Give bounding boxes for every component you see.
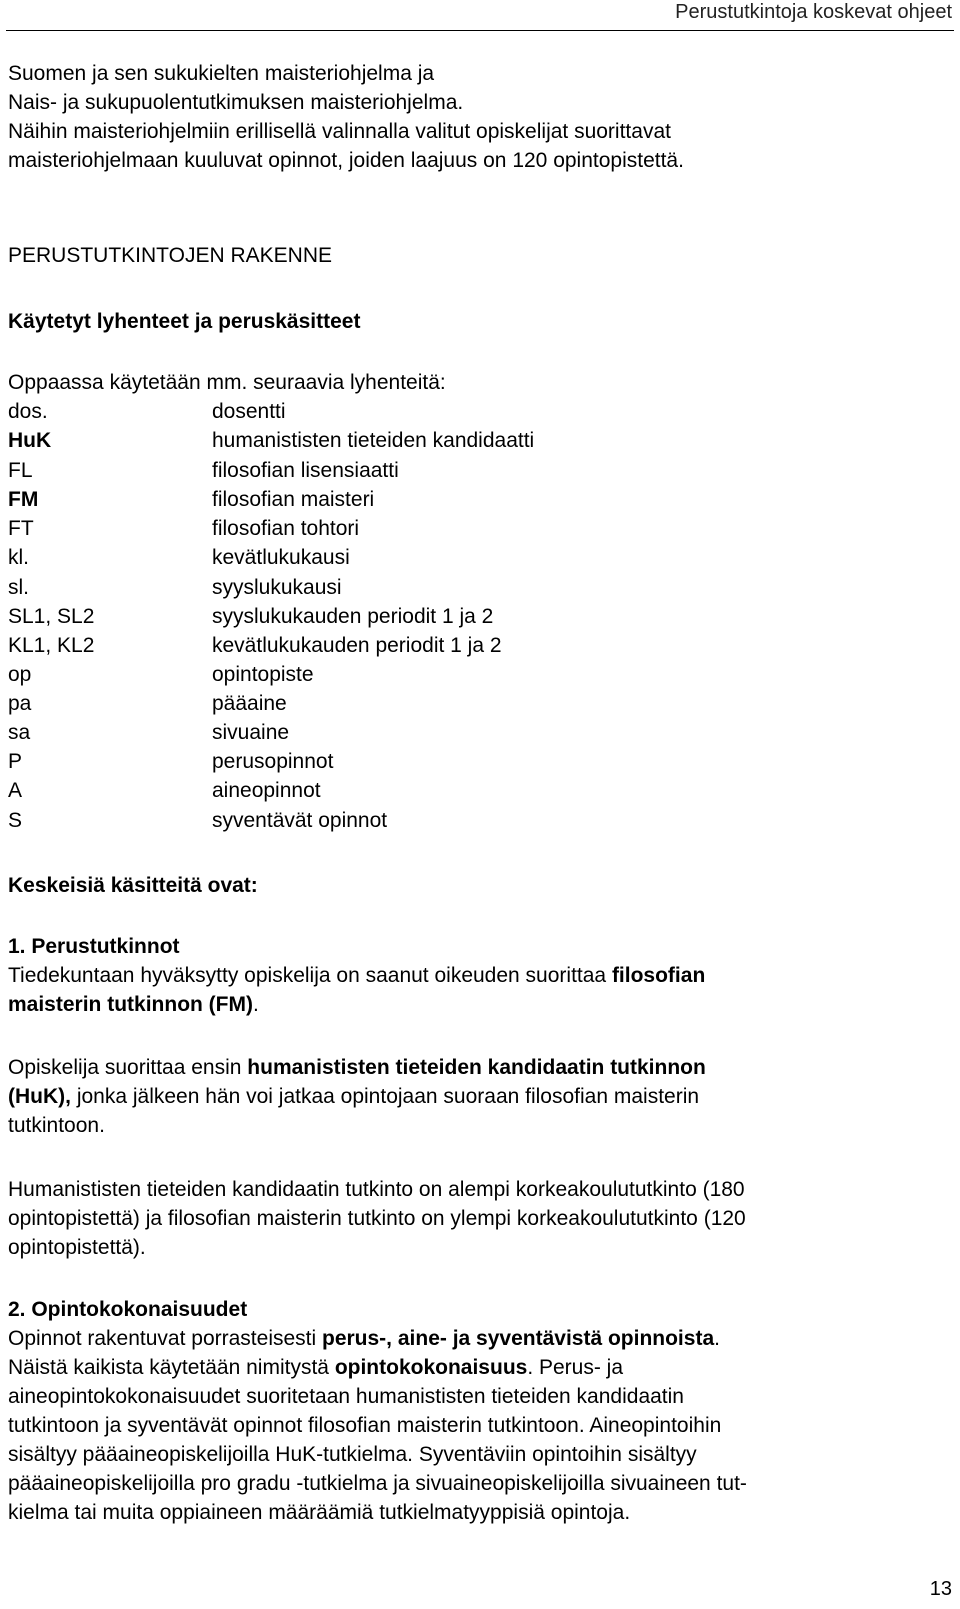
abbreviation-row <box>8 458 399 484</box>
concept-2-heading: 2. Opintokokonaisuudet <box>8 1298 248 1321</box>
intro-line-1: Suomen ja sen sukukielten maisteriohjelma ja <box>8 62 435 85</box>
emphasis-text: perus-, aine- ja syventävistä opinnoista <box>322 1327 715 1350</box>
abbreviation-term: KL1, KL2 <box>8 634 95 657</box>
abbreviation-meaning: syyslukukausi <box>212 576 342 599</box>
abbreviation-meaning: opintopiste <box>212 663 314 686</box>
text-run: . <box>714 1327 720 1350</box>
abbreviation-term: S <box>8 809 23 832</box>
text-run: jonka jälkeen hän voi jatkaa opintojaan suoraan filosofian maisterin <box>70 1085 700 1108</box>
text-run: Näistä kaikista käytetään nimitystä <box>8 1356 335 1379</box>
abbreviation-row <box>8 808 387 834</box>
header-rule <box>6 30 954 31</box>
abbreviation-term: A <box>8 779 23 802</box>
abbreviation-row <box>8 487 374 513</box>
concept-1-paragraph-1-line-1 <box>8 963 705 989</box>
abbreviation-term: FM <box>8 488 39 511</box>
concept-2-line-6: pääaineopiskelijoilla pro gradu -tutkielma ja sivuaineopiskelijoilla sivuaineen tut- <box>8 1472 747 1495</box>
abbreviation-term: sl. <box>8 576 29 599</box>
concepts-title: Keskeisiä käsitteitä ovat: <box>8 874 258 897</box>
abbreviation-meaning: kevätlukukauden periodit 1 ja 2 <box>212 634 502 657</box>
abbreviation-row <box>8 749 333 775</box>
abbreviation-term: FT <box>8 517 34 540</box>
abbreviation-row <box>8 662 314 688</box>
concept-2-line-3: aineopintokokonaisuudet suoritetaan humanististen tieteiden kandidaatin <box>8 1385 684 1408</box>
abbreviation-term: P <box>8 750 23 773</box>
concept-2-line-5: sisältyy pääaineopiskelijoilla HuK-tutkielma. Syventäviin opintoihin sisältyy <box>8 1443 697 1466</box>
emphasis-text: filosofian <box>611 964 706 987</box>
abbreviation-meaning: dosentti <box>212 400 286 423</box>
abbreviations-title: Käytetyt lyhenteet ja peruskäsitteet <box>8 310 361 333</box>
running-header: Perustutkintoja koskevat ohjeet <box>675 1 952 23</box>
abbreviation-meaning: perusopinnot <box>212 750 334 773</box>
abbreviation-term: op <box>8 663 32 686</box>
abbreviation-row <box>8 778 321 804</box>
abbreviation-meaning: filosofian lisensiaatti <box>212 459 399 482</box>
abbreviation-term: pa <box>8 692 32 715</box>
abbreviation-meaning: kevätlukukausi <box>212 546 350 569</box>
emphasis-text: humanististen tieteiden kandidaatin tutkinnon <box>247 1056 706 1079</box>
section-title: PERUSTUTKINTOJEN RAKENNE <box>8 244 332 267</box>
abbreviation-meaning: aineopinnot <box>212 779 321 802</box>
concept-2-line-2 <box>8 1355 623 1381</box>
emphasis-text: maisterin tutkinnon (FM) <box>8 993 253 1016</box>
abbreviation-meaning: syyslukukauden periodit 1 ja 2 <box>212 605 494 628</box>
concept-2-line-1 <box>8 1326 720 1352</box>
abbreviation-term: sa <box>8 721 31 744</box>
intro-line-3: Näihin maisteriohjelmiin erillisellä valinnalla valitut opiskelijat suorittavat <box>8 120 671 143</box>
page-number: 13 <box>929 1578 952 1600</box>
abbreviation-row <box>8 428 534 454</box>
abbreviation-meaning: filosofian tohtori <box>212 517 360 540</box>
intro-line-2: Nais- ja sukupuolentutkimuksen maisteriohjelma. <box>8 91 464 114</box>
abbreviation-row <box>8 604 493 630</box>
concept-2-line-4: tutkintoon ja syventävät opinnot filosofian maisterin tutkintoon. Aineopintoihin <box>8 1414 722 1437</box>
abbreviation-row <box>8 633 502 659</box>
abbreviation-meaning: sivuaine <box>212 721 290 744</box>
abbreviation-row <box>8 720 289 746</box>
abbreviation-meaning: humanististen tieteiden kandidaatti <box>212 429 535 452</box>
text-run: . <box>253 993 259 1016</box>
abbreviation-row <box>8 545 350 571</box>
emphasis-text: opintokokonaisuus <box>334 1356 528 1379</box>
text-run: . Perus- ja <box>527 1356 624 1379</box>
abbreviation-term: kl. <box>8 546 29 569</box>
concept-1-paragraph-2-line-2 <box>8 1084 699 1110</box>
text-run: Opinnot rakentuvat porrasteisesti <box>8 1327 322 1350</box>
concept-1-paragraph-2-line-3: tutkintoon. <box>8 1114 105 1137</box>
text-run: Tiedekuntaan hyväksytty opiskelija on saanut oikeuden suorittaa <box>8 964 612 987</box>
abbreviations-intro: Oppaassa käytetään mm. seuraavia lyhenteitä: <box>8 371 446 394</box>
concept-1-paragraph-2-line-1 <box>8 1055 706 1081</box>
abbreviation-term: dos. <box>8 400 48 423</box>
concept-1-paragraph-1-line-2 <box>8 992 259 1018</box>
text-run: Opiskelija suorittaa ensin <box>8 1056 248 1079</box>
intro-line-4: maisteriohjelmaan kuuluvat opinnot, joiden laajuus on 120 opintopistettä. <box>8 149 684 172</box>
concept-1-paragraph-3-line-1: Humanististen tieteiden kandidaatin tutkinto on alempi korkeakoulututkinto (180 <box>8 1178 745 1201</box>
abbreviation-term: SL1, SL2 <box>8 605 95 628</box>
abbreviation-row <box>8 399 286 425</box>
abbreviation-row <box>8 691 287 717</box>
abbreviation-term: FL <box>8 459 33 482</box>
abbreviation-row <box>8 516 359 542</box>
concept-1-paragraph-3-line-2: opintopistettä) ja filosofian maisterin tutkinto on ylempi korkeakoulututkinto (120 <box>8 1207 746 1230</box>
abbreviation-meaning: filosofian maisteri <box>212 488 375 511</box>
abbreviation-row <box>8 575 342 601</box>
concept-1-heading: 1. Perustutkinnot <box>8 935 180 958</box>
emphasis-text: (HuK), <box>8 1085 71 1108</box>
concept-2-line-7: kielma tai muita oppiaineen määräämiä tutkielmatyyppisiä opintoja. <box>8 1501 631 1524</box>
abbreviation-term: HuK <box>8 429 52 452</box>
abbreviation-meaning: pääaine <box>212 692 287 715</box>
concept-1-paragraph-3-line-3: opintopistettä). <box>8 1236 146 1259</box>
abbreviation-meaning: syventävät opinnot <box>212 809 388 832</box>
